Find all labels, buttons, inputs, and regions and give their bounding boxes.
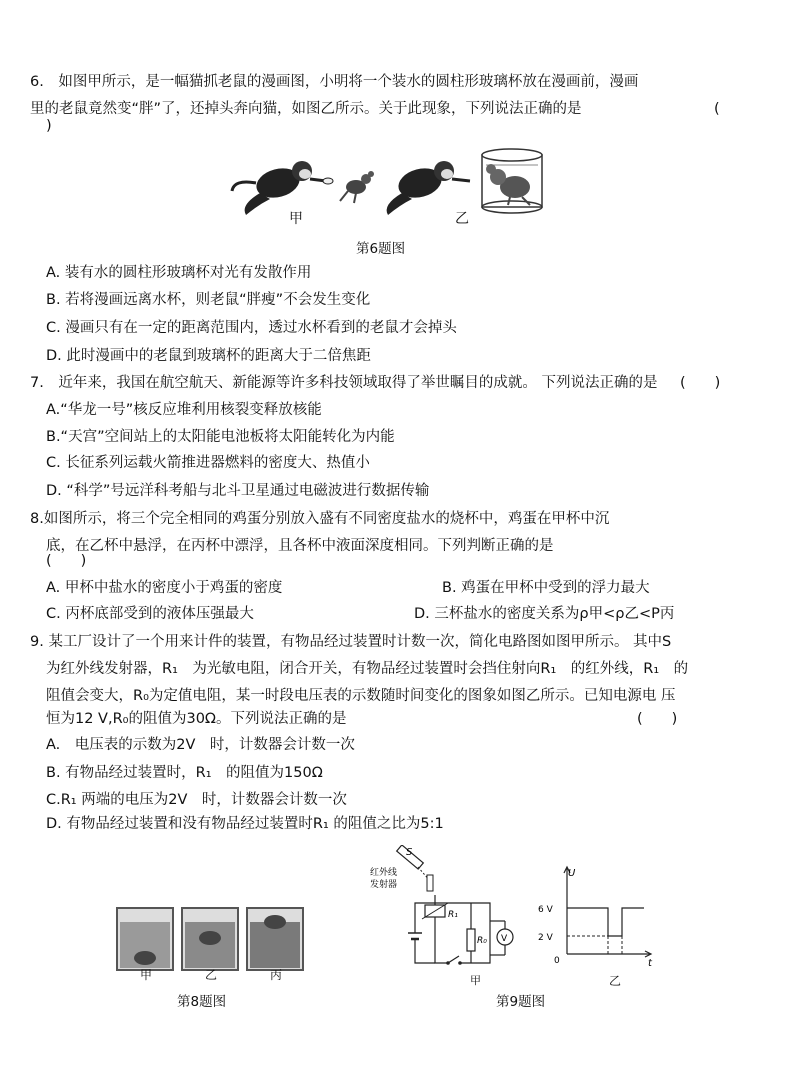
q6-option-a: A. 装有水的圆柱形玻璃杯对光有发散作用 — [46, 265, 312, 281]
emitter-label-1: 红外线 — [370, 868, 398, 878]
graph-dashed-guides — [567, 936, 622, 954]
switch-s-label: S — [406, 847, 413, 858]
q9-stem-line3: 阻值会变大，R₀为定值电阻，某一时段电压表的示数随时间变化的图象如图乙所示。已知电源电 压 — [46, 688, 676, 704]
beaker-jia — [117, 908, 173, 970]
voltage-signal-line — [567, 908, 644, 936]
graph-x-axis-label: t — [648, 958, 652, 967]
r0-label: R₀ — [477, 936, 487, 946]
q9-option-a: A. 电压表的示数为2V 时，计数器会计数一次 — [46, 737, 355, 753]
cat-drawing-a — [232, 161, 333, 215]
q6-label-yi: 乙 — [455, 211, 469, 227]
q8-beaker-label-yi: 乙 — [205, 968, 218, 982]
q9-stem-line4: 恒为12 V,R₀的阻值为30Ω。下列说法正确的是 — [46, 711, 347, 727]
q8-figure-caption: 第8题图 — [177, 994, 227, 1010]
beaker-bing — [247, 908, 303, 970]
mouse-drawing-b — [486, 164, 530, 205]
q9-stem-line2: 为红外线发射器，R₁ 为光敏电阻，闭合开关，有物品经过装置时会挡住射向R₁ 的红外线，R₁ 的 — [46, 661, 689, 677]
q6-label-jia: 甲 — [289, 211, 303, 227]
voltmeter-label: V — [501, 934, 508, 944]
q8-option-b: B. 鸡蛋在甲杯中受到的浮力最大 — [442, 580, 650, 596]
q8-beaker-label-bing: 丙 — [270, 968, 283, 982]
q9-stem-line1: 9. 某工厂设计了一个用来计件的装置，有物品经过装置时计数一次，简化电路图如图甲所示。 其中S — [30, 634, 672, 650]
q6-stem-line1: 6. 如图甲所示，是一幅猫抓老鼠的漫画图，小明将一个装水的圆柱形玻璃杯放在漫画前，漫画 — [30, 74, 639, 90]
q8-option-a: A. 甲杯中盐水的密度小于鸡蛋的密度 — [46, 580, 283, 596]
q9-figure-caption: 第9题图 — [496, 994, 546, 1010]
q7-answer-paren: ( ) — [680, 375, 721, 391]
q8-answer-paren: ( ) — [46, 553, 87, 569]
graph-y-axis-label: U — [568, 868, 576, 879]
graph-origin-label: 0 — [554, 956, 560, 966]
battery — [408, 933, 422, 939]
q7-option-a: A.“华龙一号”核反应堆利用核裂变释放核能 — [46, 402, 322, 418]
q8-stem-line1: 8.如图所示，将三个完全相同的鸡蛋分别放入盛有不同密度盐水的烧杯中，鸡蛋在甲杯中沉 — [30, 511, 610, 527]
q6-stem-line2: 里的老鼠竟然变“胖”了，还掉头奔向猫，如图乙所示。关于此现象，下列说法正确的是 — [30, 101, 582, 117]
q9-graph-label-yi: 乙 — [609, 974, 622, 988]
infrared-emitter — [397, 845, 430, 881]
graph-tick-2v: 2 V — [538, 933, 553, 943]
q6-option-d: D. 此时漫画中的老鼠到玻璃杯的距离大于二倍焦距 — [46, 348, 371, 364]
q6-figure-caption: 第6题图 — [356, 241, 406, 257]
beaker-yi — [182, 908, 238, 970]
q7-option-c: C. 长征系列运载火箭推进器燃料的密度大、热值小 — [46, 455, 370, 471]
q8-stem-line2: 底，在乙杯中悬浮，在丙杯中漂浮，且各杯中液面深度相同。下列判断正确的是 — [46, 538, 554, 554]
q7-option-d: D. “科学”号远洋科考船与北斗卫星通过电磁波进行数据传输 — [46, 483, 430, 499]
q6-answer-paren-open: ( — [714, 101, 720, 117]
r1-label: R₁ — [448, 910, 458, 920]
graph-tick-6v: 6 V — [538, 905, 553, 915]
resistor-r0 — [467, 903, 475, 963]
q9-option-c: C.R₁ 两端的电压为2V 时，计数器会计数一次 — [46, 792, 347, 808]
q6-figure — [230, 143, 550, 233]
q7-option-b: B.“天宫”空间站上的太阳能电池板将太阳能转化为内能 — [46, 429, 395, 445]
q9-voltage-graph — [532, 862, 662, 967]
q8-option-c: C. 丙杯底部受到的液体压强最大 — [46, 606, 254, 622]
q8-option-d: D. 三杯盐水的密度关系为ρ甲<ρ乙<P丙 — [414, 606, 675, 622]
emitter-label-2: 发射器 — [370, 880, 398, 890]
q6-answer-paren-close: ) — [46, 118, 52, 134]
object-blocker — [427, 875, 433, 891]
q9-option-b: B. 有物品经过装置时，R₁ 的阻值为150Ω — [46, 765, 323, 781]
photoresistor-r1 — [422, 903, 448, 919]
mouse-drawing-a — [340, 171, 374, 203]
q9-option-d: D. 有物品经过装置和没有物品经过装置时R₁ 的阻值之比为5:1 — [46, 816, 444, 832]
cat-drawing-b — [387, 161, 470, 215]
q9-answer-paren: ( ) — [637, 711, 678, 727]
q8-beaker-label-jia: 甲 — [140, 968, 153, 982]
q9-circuit-label-jia: 甲 — [470, 974, 481, 987]
q9-circuit-figure — [360, 845, 520, 970]
q7-stem: 7. 近年来，我国在航空航天、新能源等许多科技领域取得了举世瞩目的成就。 下列说法正确的是 — [30, 375, 658, 391]
switch — [446, 956, 462, 965]
q6-option-c: C. 漫画只有在一定的距离范围内，透过水杯看到的老鼠才会掉头 — [46, 320, 457, 336]
q6-option-b: B. 若将漫画远离水杯，则老鼠“胖瘦”不会发生变化 — [46, 292, 371, 308]
